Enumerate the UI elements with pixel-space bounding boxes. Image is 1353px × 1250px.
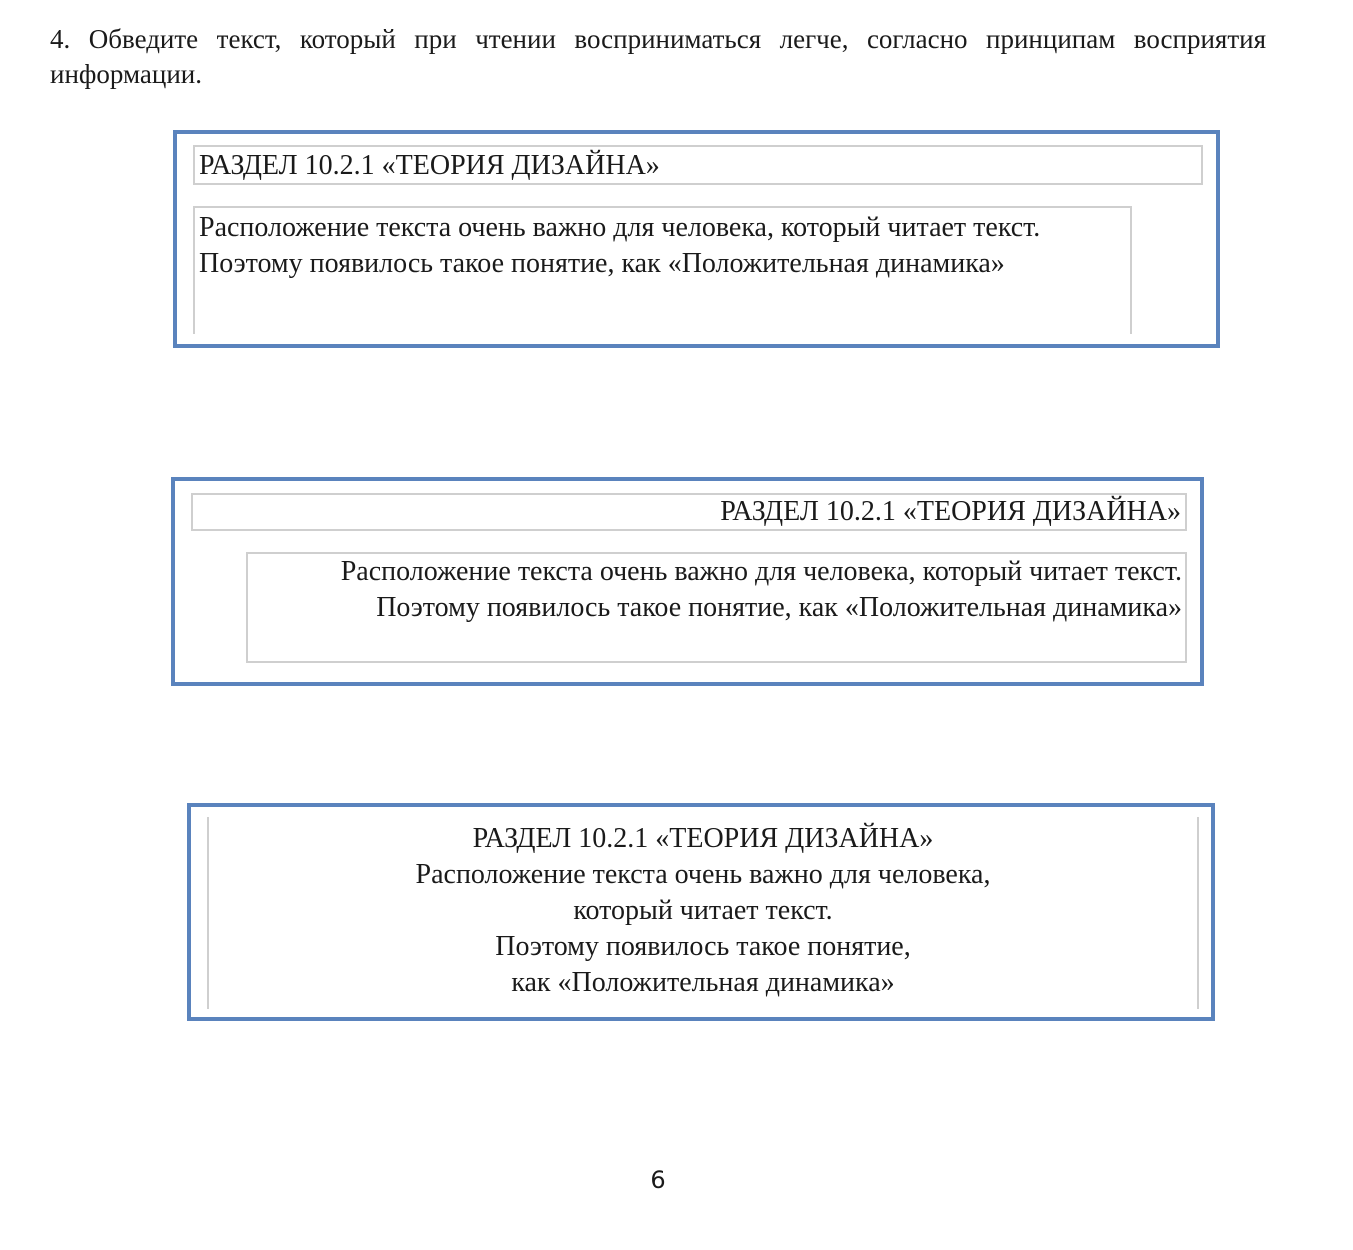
section-body: Расположение текста очень важно для человека, который читает текст. Поэтому появилось такое понятие, как «Положительная динамика» [193,206,1132,334]
centered-text-block [207,817,1199,1009]
body-line: Расположение текста очень важно для человека, [415,859,991,890]
page-number: 6 [650,1166,666,1194]
text-variant-right-aligned[interactable] [171,477,1204,686]
section-heading: РАЗДЕЛ 10.2.1 «ТЕОРИЯ ДИЗАЙНА» [191,493,1187,531]
text-variant-left-aligned[interactable] [173,130,1220,348]
section-body: Расположение текста очень важно для человека, который читает текст. Поэтому появилось такое понятие, как «Положительная динамика» [246,552,1187,663]
body-line: как «Положительная динамика» [511,967,895,998]
body-line: который читает текст. [573,895,833,926]
text-variant-centered[interactable] [187,803,1215,1021]
question-text: 4. Обведите текст, который при чтении восприниматься легче, согласно принципам восприятия информации. [50,24,1266,89]
section-heading: РАЗДЕЛ 10.2.1 «ТЕОРИЯ ДИЗАЙНА» [472,823,934,854]
body-line: Поэтому появилось такое понятие, [495,931,911,962]
section-heading: РАЗДЕЛ 10.2.1 «ТЕОРИЯ ДИЗАЙНА» [193,145,1203,185]
